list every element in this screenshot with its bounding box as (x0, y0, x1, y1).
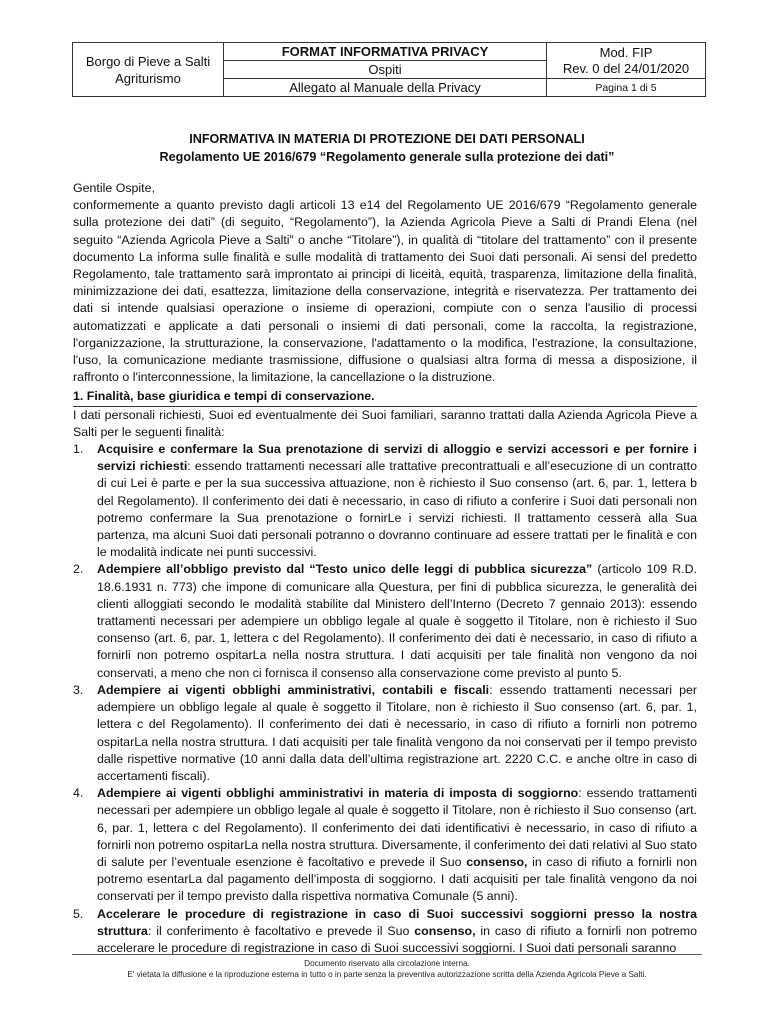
list-item-text: (articolo 109 R.D. 18.6.1931 n. 773) che impone di comunicare alla Questura, per fini di pubblica sicurezza, le generalità dei clienti alloggiati secondo le modalità stabilite dal Ministero dell’Interno (Decreto 7 gennaio 2013): essendo trattamenti necessari per adempiere un obbligo legale al quale è soggetto il Titolare, non è richiesto il Suo consenso (art. 6, par. 1, lettera c del Regolamento). Il conferimento dei dati è necessario, in caso di rifiuto a fornirli non potremo ospitarLa nella nostra struttura. I dati acquisiti per tale finalità non vengono da noi conservati, a meno che non ci fornisca il consenso alla conservazione come previsto al punto 5. (97, 562, 697, 680)
footer-line-2: E' vietata la diffusione e la riproduzione esterna in tutto o in parte senza la preventiva autorizzazione scritta della Azienda Agricola Pieve a Salti. (127, 970, 647, 979)
list-item (73, 561, 697, 681)
footer-line-1: Documento riservato alla circolazione interna. (304, 959, 470, 968)
company-type: Agriturismo (115, 70, 181, 86)
format-title: FORMAT INFORMATIVA PRIVACY (224, 43, 547, 61)
list-item-text: : essendo trattamenti necessari per adempiere un obbligo legale al quale è soggetto il Titolare, non è richiesto il Suo consenso (art. 6, par. 1, lettera c del Regolamento). Il conferimento dei dati è necessario, in caso di rifiuto a fornirli non potremo ospitarLa nella nostra struttura. I dati acquisiti per tale finalità vengono da noi conservati per il tempo previsto dalle rispettive normative (10 anni dalla data dell’ultima registrazione art. 2220 C.C. e anche oltre in caso di accertamenti fiscali). (97, 682, 697, 783)
company-cell (73, 43, 224, 97)
title-line-1: INFORMATIVA IN MATERIA DI PROTEZIONE DEI DATI PERSONALI (189, 132, 585, 146)
company-name: Borgo di Pieve a Salti (85, 53, 211, 69)
list-item (73, 906, 697, 958)
revision-cell (547, 43, 706, 79)
list-item-number: 5. (73, 906, 84, 921)
list-item-text-2: in caso di rifiuto a fornirli non potremo accelerare le procedure di registrazione in caso di Suoi successivi soggiorni. I Suoi dati personali saranno (97, 923, 697, 955)
list-item-text-2: in caso di rifiuto a fornirli non potremo esentarLa dal pagamento dell’imposta di soggiorno. I dati acquisiti per tale finalità vengono da noi conservati per il tempo previsto dalla rispettiva normativa Comunale (5 anni). (97, 854, 697, 904)
list-item (73, 441, 697, 561)
list-item-number: 2. (73, 562, 84, 577)
revision-info: Rev. 0 del 24/01/2020 (562, 60, 690, 76)
list-item (73, 682, 697, 785)
footer-divider (72, 954, 702, 955)
list-item-number: 1. (73, 442, 84, 457)
list-item-text: : essendo trattamenti necessari per adempiere un obbligo legale al quale è soggetto il Titolare, non è richiesto il Suo consenso (art. 6, par. 1, lettera c del Regolamento). Il conferimento dei dati identificativi è necessario, in caso di rifiuto a fornirli non potremo ospitarLa nella nostra struttura. Diversamente, il conferimento dei dati relativi al Suo stato di salute per l’eventuale esenzione è facoltativo e prevede il Suo (97, 786, 697, 869)
title-line-2: Regolamento UE 2016/679 “Regolamento generale sulla protezione dei dati” (159, 150, 615, 164)
greeting: Gentile Ospite, (73, 181, 155, 195)
list-item-title: Acquisire e confermare la Sua prenotazione di servizi di alloggio e servizi accessori e per fornire i servizi richiesti (97, 442, 697, 474)
attachment-note: Allegato al Manuale della Privacy (224, 79, 547, 97)
list-item-text: : il conferimento è facoltativo e prevede il Suo (147, 923, 415, 938)
document-title (72, 130, 702, 166)
list-item-title: Adempiere all’obbligo previsto dal “Testo unico delle leggi di pubblica sicurezza” (97, 562, 593, 577)
list-item-consent: consenso, (466, 854, 528, 869)
section-1-lead: I dati personali richiesti, Suoi ed eventualmente dei Suoi familiari, saranno trattati dalla Azienda Agricola Pieve a Salti per le seguenti finalità: (73, 407, 697, 439)
document-header-table (72, 42, 706, 97)
page-number: Pagina 1 di 5 (547, 79, 706, 97)
document-footer (72, 958, 702, 980)
intro-paragraph: conformemente a quanto previsto dagli articoli 13 e14 del Regolamento UE 2016/679 “Regolamento generale sulla protezione dei dati” (di seguito, “Regolamento”), la Azienda Agricola Pieve a Salti di Prandi Elena (nel seguito “Azienda Agricola Pieve a Salti” o anche “Titolare”), in qualità di “titolare del trattamento” con il presente documento La informa sulle finalità e sulle modalità di trattamento dei Suoi dati personali. Ai sensi del predetto Regolamento, tale trattamento sarà improntato ai principi di liceità, equità, trasparenza, limitazione della finalità, minimizzazione dei dati, esattezza, limitazione della conservazione, integrità e riservatezza. Per trattamento dei dati si intende qualsiasi operazione o insieme di operazioni, compiute con o senza l'ausilio di processi automatizzati e applicate a dati personali o insiemi di dati personali, come la raccolta, la registrazione, l'organizzazione, la strutturazione, la conservazione, l'adattamento o la modifica, l'estrazione, la consultazione, l'uso, la comunicazione mediante trasmissione, diffusione o qualsiasi altra forma di messa a disposizione, il raffronto o l'interconnessione, la limitazione, la cancellazione o la distruzione. (73, 198, 697, 385)
section-1-heading: 1. Finalità, base giuridica e tempi di conservazione. (73, 388, 697, 406)
list-item-consent: consenso, (414, 923, 476, 938)
list-item-number: 3. (73, 682, 84, 697)
list-item-title: Adempiere ai vigenti obblighi amministrativi, contabili e fiscali (97, 682, 490, 697)
list-item-number: 4. (73, 786, 84, 801)
list-item-title: Accelerare le procedure di registrazione in caso di Suoi successivi soggiorni presso la nostra struttura (97, 906, 697, 938)
document-subject: Ospiti (224, 61, 547, 79)
module-code: Mod. FIP (599, 44, 653, 60)
document-body (73, 180, 697, 957)
list-item-title: Adempiere ai vigenti obblighi amministrativi in materia di imposta di soggiorno (97, 786, 579, 801)
purposes-list (73, 441, 697, 957)
list-item-text: : essendo trattamenti necessari alle trattative precontrattuali e all’esecuzione di un contratto di cui Lei è parte e per la sua successiva attuazione, non è richiesto il Suo consenso (art. 6, par. 1, lettera b del Regolamento). Il conferimento dei dati è necessario, in caso di rifiuto a conferire i Suoi dati personali non potremo confermare la Sua prenotazione o fornirLe i servizi richiesti. Il trattamento cesserà alla Sua partenza, ma alcuni Suoi dati personali potranno o dovranno continuare ad essere trattati per le finalità e con le modalità indicate nei punti successivi. (97, 459, 697, 560)
list-item (73, 785, 697, 905)
